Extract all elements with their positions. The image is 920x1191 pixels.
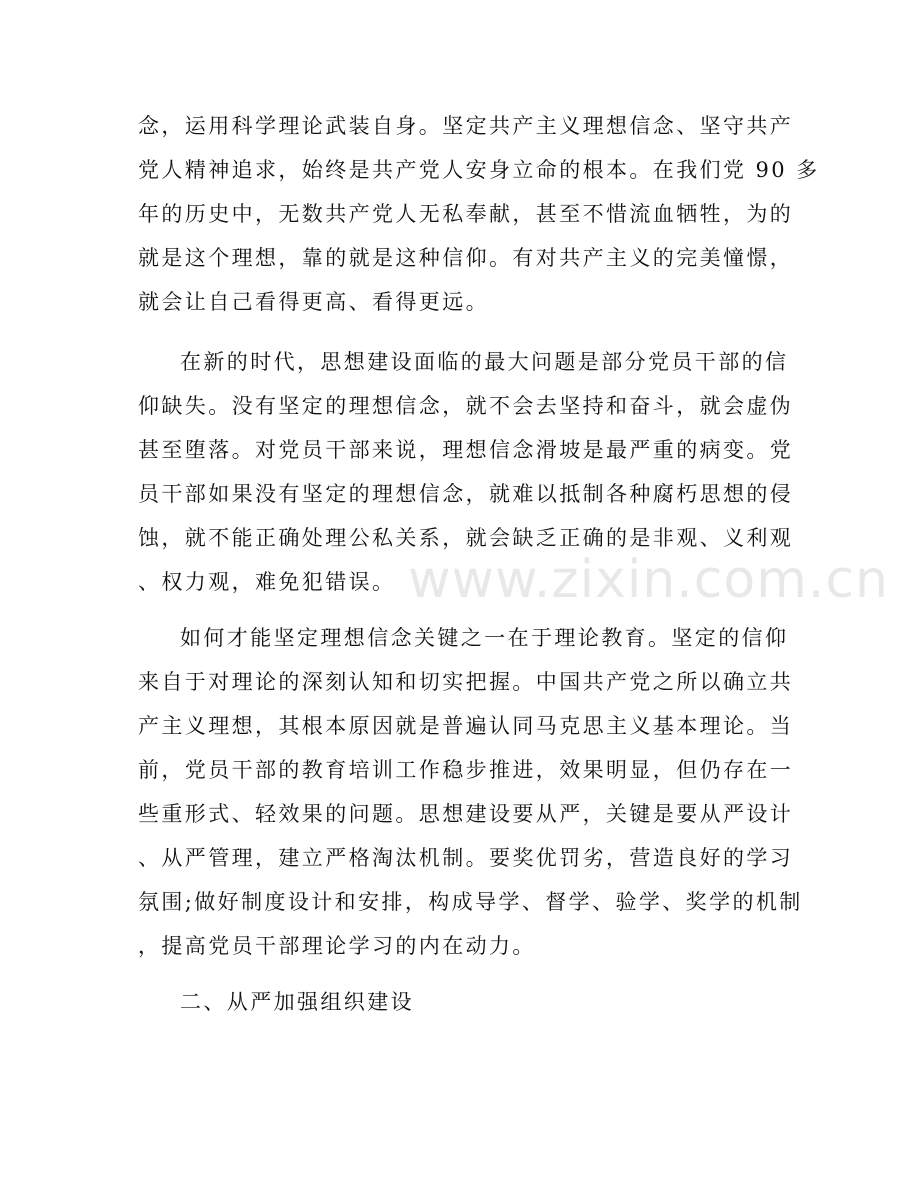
paragraph-3 <box>138 616 803 968</box>
paragraph-line: 就会让自己看得更高、看得更远。 <box>138 290 489 314</box>
paragraph-line: 产主义理想，其根本原因就是普遍认同马克思主义基本理论。当 <box>138 714 794 738</box>
paragraph-line: 党人精神追求，始终是共产党人安身立命的根本。在我们党 90 多 <box>138 158 820 182</box>
paragraph-line: 员干部如果没有坚定的理想信念，就难以抵制各种腐朽思想的侵 <box>138 482 794 506</box>
paragraph-line: 甚至堕落。对党员干部来说，理想信念滑坡是最严重的病变。党 <box>138 438 794 462</box>
paragraph-line: 些重形式、轻效果的问题。思想建设要从严，关键是要从严设计 <box>138 802 794 826</box>
paragraph-line: ，提高党员干部理论学习的内在动力。 <box>138 934 536 958</box>
section-heading <box>138 980 784 1024</box>
paragraph-line: 如何才能坚定理想信念关键之一在于理论教育。坚定的信仰 <box>180 626 789 650</box>
paragraph-line: 蚀，就不能正确处理公私关系，就会缺乏正确的是非观、义利观 <box>138 526 794 550</box>
section-heading-text: 二、从严加强组织建设 <box>180 990 414 1014</box>
paragraph-1 <box>138 104 820 324</box>
paragraph-line: 前，党员干部的教育培训工作稳步推进，效果明显，但仍存在一 <box>138 758 794 782</box>
paragraph-line: 、权力观，难免犯错误。 <box>138 570 396 594</box>
paragraph-line: 、从严管理，建立严格淘汰机制。要奖优罚劣，营造良好的学习 <box>138 846 794 870</box>
paragraph-line: 来自于对理论的深刻认知和切实把握。中国共产党之所以确立共 <box>138 670 794 694</box>
paragraph-line: 年的历史中，无数共产党人无私奉献，甚至不惜流血牺牲，为的 <box>138 202 794 226</box>
paragraph-line: 氛围;做好制度设计和安排，构成导学、督学、验学、奖学的机制 <box>138 890 803 914</box>
paragraph-line: 在新的时代，思想建设面临的最大问题是部分党员干部的信 <box>180 350 789 374</box>
paragraph-line: 念，运用科学理论武装自身。坚定共产主义理想信念、坚守共产 <box>138 114 794 138</box>
paragraph-line: 仰缺失。没有坚定的理想信念，就不会去坚持和奋斗，就会虚伪 <box>138 394 794 418</box>
paragraph-line: 就是这个理想，靠的就是这种信仰。有对共产主义的完美憧憬， <box>138 246 794 270</box>
watermark: www.zixin.com.cn <box>408 550 889 610</box>
